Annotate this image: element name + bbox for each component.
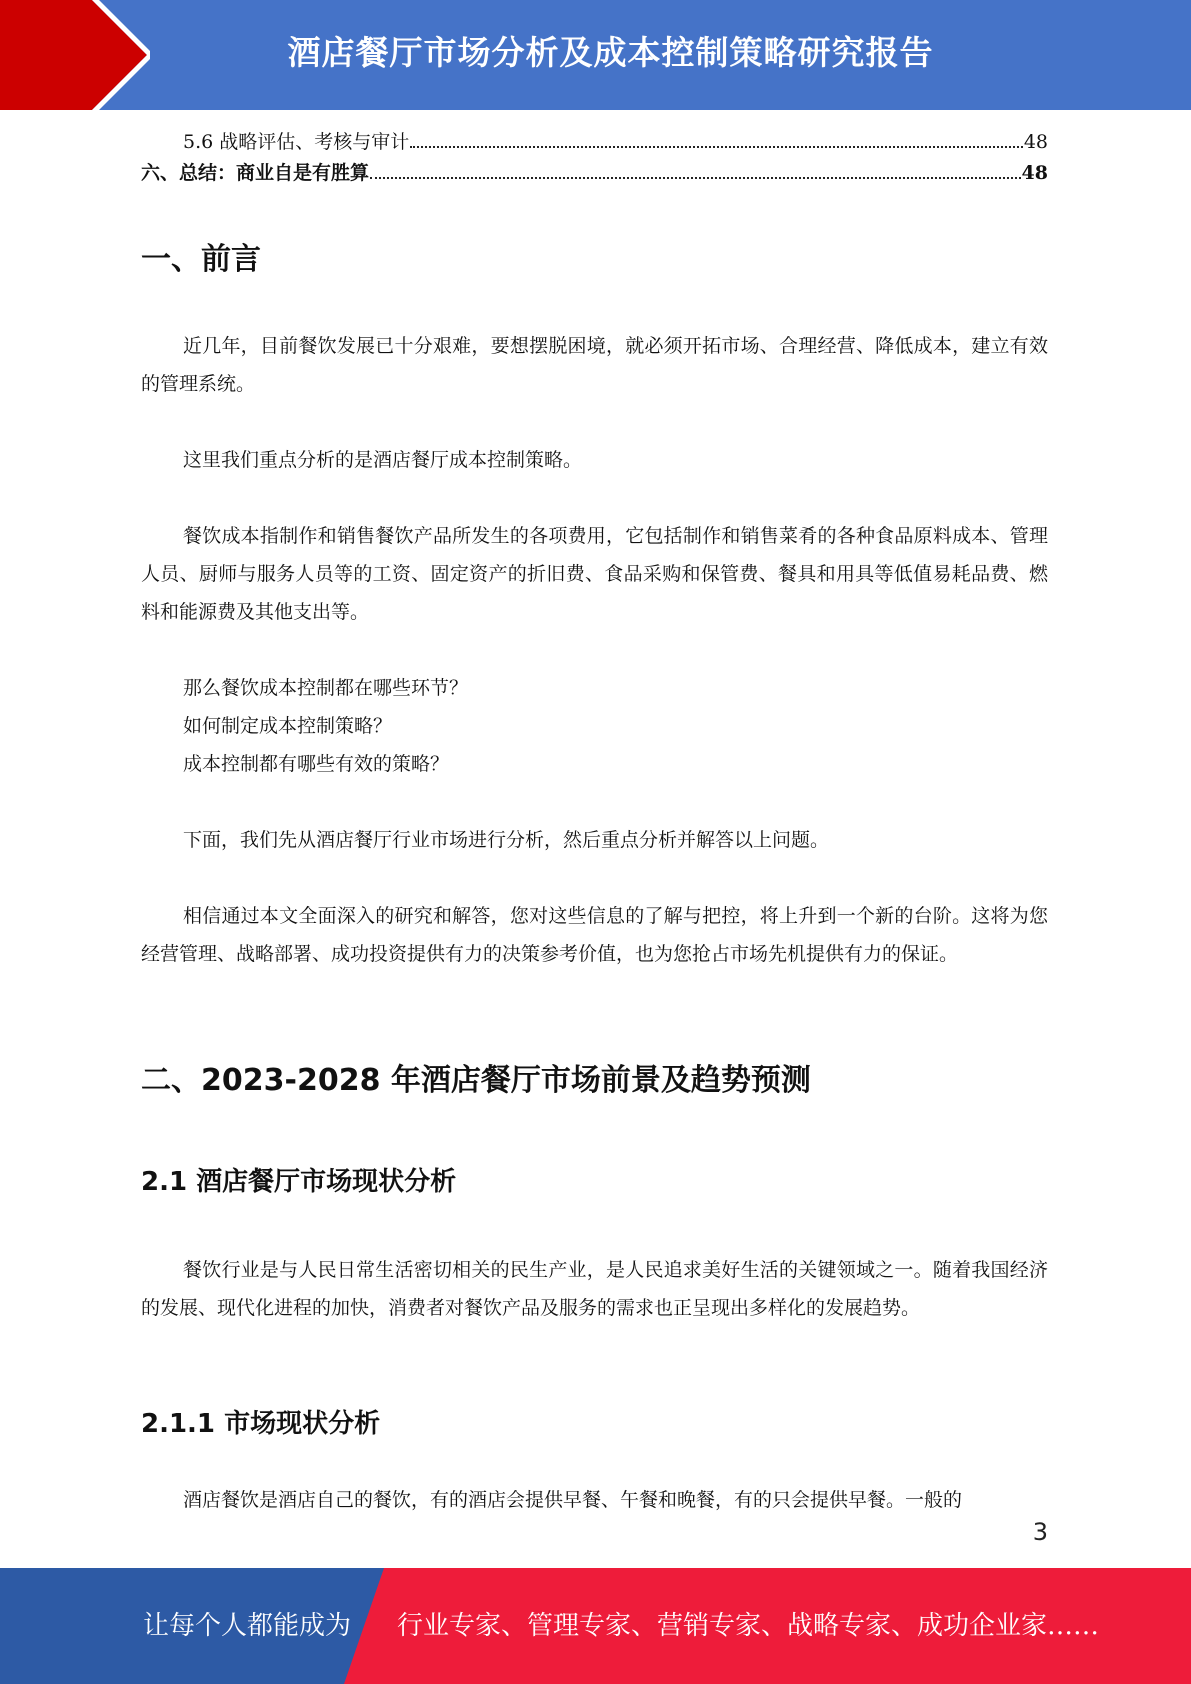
paragraph: 这里我们重点分析的是酒店餐厅成本控制策略。 (183, 449, 583, 471)
paragraph: 酒店餐饮是酒店自己的餐饮，有的酒店会提供早餐、午餐和晚餐，有的只会提供早餐。一般的 (183, 1489, 963, 1511)
paragraph: 餐饮成本指制作和销售餐饮产品所发生的各项费用，它包括制作和销售菜肴的各种食品原料成本、管理人员、厨师与服务人员等的工资、固定资产的折旧费、食品采购和保管费、餐具和用具等低值易耗品费、燃料和能源费及其他支出等。 (141, 525, 1048, 623)
header-arrow-decoration (0, 0, 150, 110)
toc-entry-page: 48 (1021, 162, 1048, 184)
footer-slogan-right: 行业专家、管理专家、营销专家、战略专家、成功企业家…… (397, 1611, 1100, 1641)
toc-entry-title: 六、总结：商业自是有胜算 (141, 162, 370, 184)
footer-banner (0, 1568, 1191, 1684)
paragraph: 相信通过本文全面深入的研究和解答，您对这些信息的了解与把控，将上升到一个新的台阶。这将为您经营管理、战略部署、成功投资提供有力的决策参考价值，也为您抢占市场先机提供有力的保证。 (141, 905, 1048, 965)
toc-entry-title: 5.6 战略评估、考核与审计 (183, 131, 410, 153)
paragraph: 近几年，目前餐饮发展已十分艰难，要想摆脱困境，就必须开拓市场、合理经营、降低成本，建立有效的管理系统。 (141, 335, 1048, 395)
heading-2-1-1: 2.1.1 市场现状分析 (141, 1409, 381, 1439)
question-line: 如何制定成本控制策略？ (183, 715, 393, 737)
toc-leader-dots (410, 130, 1023, 148)
header-banner (0, 0, 1191, 110)
paragraph: 下面，我们先从酒店餐厅行业市场进行分析，然后重点分析并解答以上问题。 (183, 829, 830, 851)
heading-forecast: 二、2023-2028 年酒店餐厅市场前景及趋势预测 (141, 1063, 811, 1098)
page-number: 3 (1032, 1518, 1048, 1546)
toc-entry-page: 48 (1023, 131, 1048, 153)
question-line: 那么餐饮成本控制都在哪些环节？ (183, 677, 469, 699)
paragraph: 餐饮行业是与人民日常生活密切相关的民生产业，是人民追求美好生活的关键领域之一。随着我国经济的发展、现代化进程的加快，消费者对餐饮产品及服务的需求也正呈现出多样化的发展趋势。 (141, 1259, 1048, 1319)
question-line: 成本控制都有哪些有效的策略？ (183, 753, 450, 775)
footer-slogan-left: 让每个人都能成为 (143, 1611, 352, 1641)
heading-2-1: 2.1 酒店餐厅市场现状分析 (141, 1167, 457, 1197)
heading-preface: 一、前言 (141, 242, 261, 277)
report-title: 酒店餐厅市场分析及成本控制策略研究报告 (287, 33, 934, 72)
toc-entry[interactable] (141, 158, 1048, 188)
toc-entry[interactable] (141, 127, 1048, 157)
toc-leader-dots (370, 161, 1021, 179)
